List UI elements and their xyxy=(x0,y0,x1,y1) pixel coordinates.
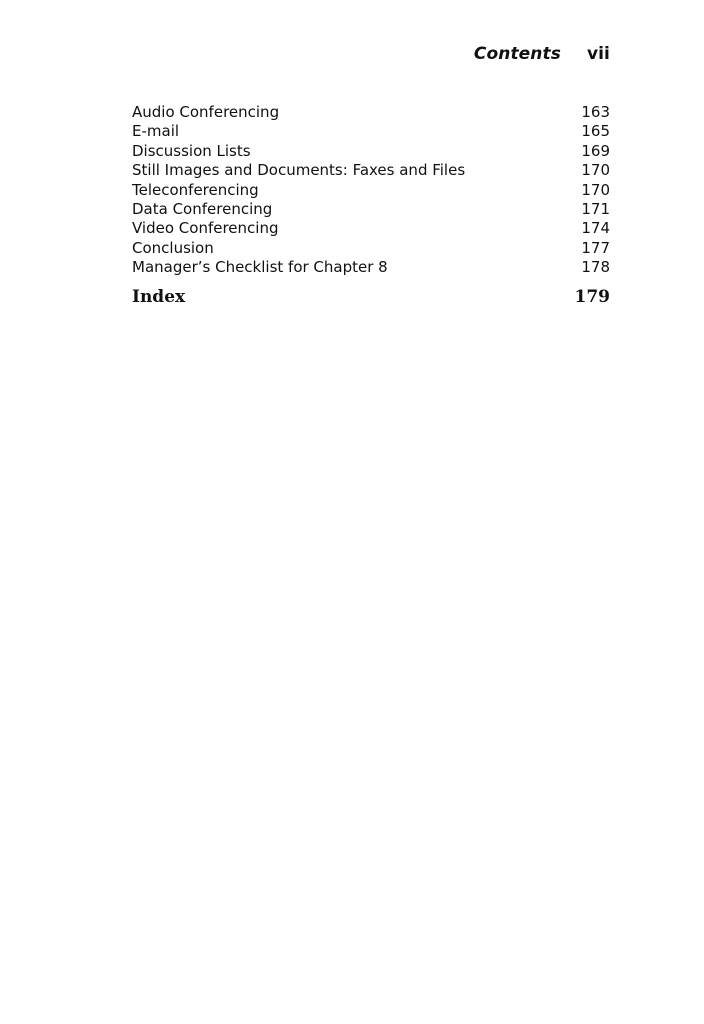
toc-index-label: Index xyxy=(132,286,186,307)
toc-entry-page: 174 xyxy=(581,219,610,238)
page-number: vii xyxy=(586,44,610,64)
toc-entry xyxy=(132,122,610,141)
toc-entry xyxy=(132,181,610,200)
running-head xyxy=(474,44,610,64)
toc-entry-label: Conclusion xyxy=(132,238,214,257)
toc-entry-label: E-mail xyxy=(132,122,180,141)
toc-entry-page: 163 xyxy=(581,103,610,121)
toc-entry xyxy=(132,200,610,219)
toc-entry-page: 165 xyxy=(581,122,610,141)
toc-entry-page: 171 xyxy=(581,199,610,218)
toc-entry-label: Still Images and Documents: Faxes and Files xyxy=(132,161,466,180)
toc-entry-label: Audio Conferencing xyxy=(132,103,280,121)
toc-entry-page: 170 xyxy=(581,161,610,180)
toc-entry xyxy=(132,103,610,122)
toc-entry-label: Video Conferencing xyxy=(132,219,279,238)
toc-entry xyxy=(132,161,610,180)
toc-entry xyxy=(132,142,610,161)
toc-entry xyxy=(132,239,610,258)
toc-entry-page: 170 xyxy=(581,180,610,199)
toc-entry-page: 177 xyxy=(581,238,610,257)
toc-entry xyxy=(132,258,610,277)
toc-entry-page: 169 xyxy=(581,141,610,160)
running-head-title: Contents xyxy=(473,44,561,64)
toc-entry-label: Data Conferencing xyxy=(132,199,273,218)
toc-entry-label: Teleconferencing xyxy=(132,180,259,199)
toc-entry-page: 178 xyxy=(581,258,610,277)
toc-entry-label: Manager’s Checklist for Chapter 8 xyxy=(132,258,388,277)
toc-entry-label: Discussion Lists xyxy=(132,141,251,160)
table-of-contents xyxy=(132,103,610,310)
toc-index-entry xyxy=(132,284,610,310)
toc-index-page: 179 xyxy=(574,286,610,307)
toc-entry xyxy=(132,219,610,238)
